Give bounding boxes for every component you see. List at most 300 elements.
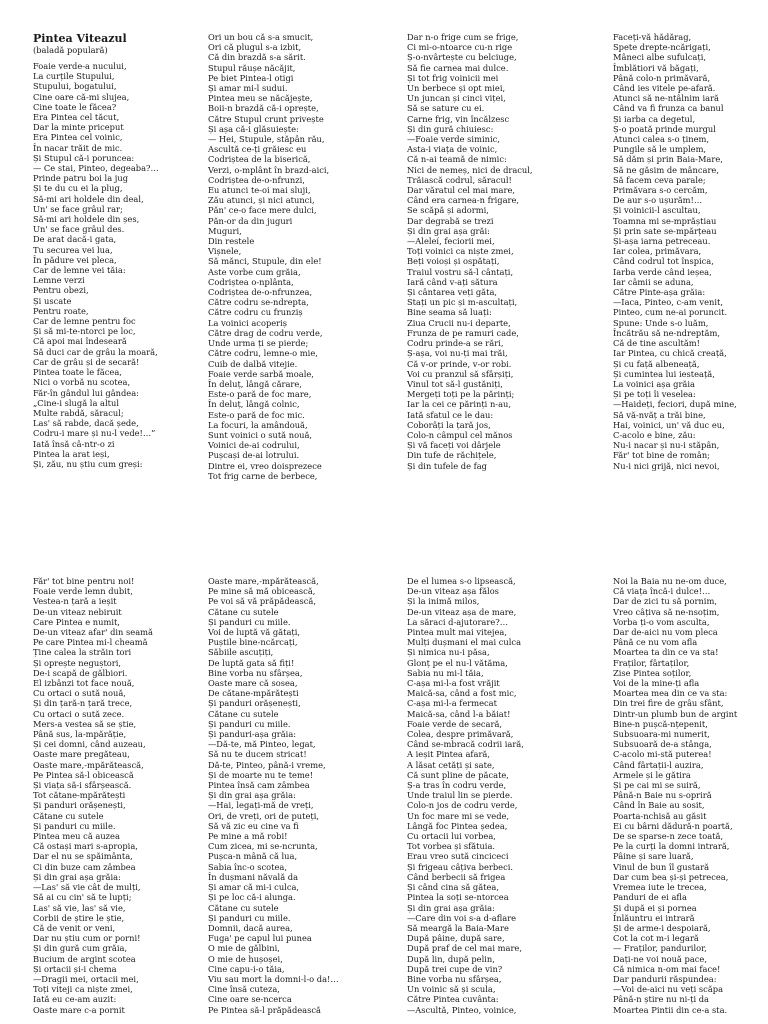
poem-line: Mulți dușmani el mai culca xyxy=(407,637,522,648)
poem-line: Iată sfatul ce le dau: xyxy=(407,409,494,420)
poem-line: —Foaie verde siminic, xyxy=(407,134,500,145)
poem-line: Că din brazdă s-a sărit. xyxy=(208,52,306,63)
poem-line: Vișnele, xyxy=(208,246,242,257)
poem-line: Frunza de pe ramuri cade, xyxy=(407,327,519,338)
poem-line: Voi de luptă vă gătați, xyxy=(208,627,301,638)
poem-line: Că de venit or veni, xyxy=(33,922,116,933)
poem-lines xyxy=(613,32,768,471)
poem-line: Pintea mult mai vitejea, xyxy=(407,627,508,638)
poem-line: Că apoi mai îndeseară xyxy=(33,336,127,347)
poem-line: Către codru cu frunziș xyxy=(208,307,303,318)
poem-line: Și să mi-te-ntorci pe loc, xyxy=(33,326,136,337)
poem-line: Voi cu pranzul să sfârșiți, xyxy=(407,368,514,379)
poem-line: Erau vreo sută cinciceci xyxy=(407,851,509,862)
poem-line: Este-o pară de foc mic. xyxy=(208,409,305,420)
poem-line: Și din gură chiuiesc: xyxy=(407,123,494,134)
poem-line: Atunci să ne-ntâlnim iară xyxy=(613,93,719,104)
poem-line: Multe rabdă, săracul; xyxy=(33,407,124,418)
poem-line: Ș-o poată prinde murgul xyxy=(613,123,716,134)
poem-line: Pe Pintea să-l prăpădească xyxy=(208,1004,321,1015)
poem-line: Muguri, xyxy=(208,225,242,236)
poem-line: Maică-sa, când a fost mic, xyxy=(407,688,517,699)
poem-line: Și uscate xyxy=(33,295,72,306)
poem-line: Până-n știre nu ni-ți da xyxy=(613,994,709,1005)
poem-line: Dar n-o frige cum se frige, xyxy=(407,32,519,42)
poem-line: O mie de gălbini, xyxy=(208,943,280,954)
poem-line: Pintea la soți se-ntorcea xyxy=(407,892,509,903)
poem-column-2 xyxy=(208,32,380,481)
poem-line: Subsuoara-mi numerit, xyxy=(613,729,710,740)
poem-line: Foaie verde de secară, xyxy=(407,718,503,729)
poem-lines xyxy=(407,32,579,471)
poem-line: Verzi, o-mplânt în brazd-aici, xyxy=(208,164,330,175)
poem-line: Iară când v-ați sătura xyxy=(407,276,498,287)
poem-line: Ș-așa, voi nu-ți mai trăi, xyxy=(407,348,508,359)
poem-line: Lângă foc Pintea ședea, xyxy=(407,820,508,831)
poem-line: Hai, voinici, un' vă duc eu, xyxy=(613,419,725,430)
poem-line: Vinul de bun îl gustară xyxy=(613,861,710,872)
poem-column-3 xyxy=(407,32,579,471)
poem-line: După praf de cel mai mare, xyxy=(407,943,522,954)
poem-line: Prinde patru boi la jug xyxy=(33,173,129,184)
poem-line: Colo-n jos de codru verde, xyxy=(407,800,518,811)
poem-line: Armele și le gătira xyxy=(613,769,691,780)
poem-line: După pâine, după sare, xyxy=(407,933,505,944)
poem-line: Din restele xyxy=(208,236,255,247)
poem-line: Pintea însă cam zâmbea xyxy=(208,780,310,791)
poem-title: Pintea Viteazul xyxy=(33,32,127,45)
poem-line: Când fârtații-l auzira, xyxy=(613,759,704,770)
poem-lines xyxy=(208,32,380,481)
poem-line: Vorba ți-o vom asculta, xyxy=(613,616,710,627)
poem-line: Cine însă cutеza, xyxy=(208,984,280,995)
poem-line: Să-mi ari holdele din șes, xyxy=(33,214,140,225)
poem-line: Iar Pintea, cu chică creață, xyxy=(613,348,727,359)
poem-line: Zise Pintea soților, xyxy=(613,667,692,678)
poem-line: Stați un pic și m-ascultați, xyxy=(407,297,518,308)
poem-line: De cătane-mpărătești xyxy=(208,688,299,699)
poem-line: —Dă-te, mă Pinteo, legat, xyxy=(208,739,316,750)
poem-line: De arat dacă-i gata, xyxy=(33,234,117,245)
poem-line: Să duci car de grâu la moară, xyxy=(33,346,158,357)
poem-line: Moartea mea din ce va sta: xyxy=(613,688,728,699)
poem-line: Pungile să le umplem, xyxy=(613,144,707,155)
poem-line: De-un viteaz așa fălos xyxy=(407,586,499,597)
poem-subtitle: (baladă populară) xyxy=(33,45,108,55)
poem-line: Cine oare se-ncerca xyxy=(208,994,292,1005)
poem-line: Și panduri orășenești, xyxy=(208,698,301,709)
poem-line: Pintea la arat ieși, xyxy=(33,448,110,459)
poem-line: Moartea ta din ce va sta! xyxy=(613,647,719,658)
poem-line: Car de grâu și de secară! xyxy=(33,356,140,367)
poem-line: Pe mine să mă obicească, xyxy=(208,586,316,597)
poem-line: Și de moarte nu te teme! xyxy=(208,769,314,780)
poem-line: Și pe cai mi se suiră, xyxy=(613,780,701,791)
poem-line: Nu-i nici grijă, nici nevoi, xyxy=(613,460,720,471)
poem-line: Încătrău să ne-ndreptăm, xyxy=(613,327,720,338)
poem-line: Se scăpă și adormi, xyxy=(407,205,489,216)
poem-line: Cine capu-i-o tăia, xyxy=(208,963,285,974)
poem-line: În pădure vei pleca, xyxy=(33,254,117,265)
poem-line: Și după ei și pornea xyxy=(613,902,697,913)
poem-line: În dușmani năvală da xyxy=(208,871,299,882)
poem-line: Cuib de dalbă vitejie. xyxy=(208,358,298,369)
poem-line: Codriștea de-o-nfrunzea, xyxy=(208,287,313,298)
poem-line: După lin, după pelin, xyxy=(407,953,495,964)
poem-line: Cine oare că-mi slujea, xyxy=(33,91,130,102)
poem-line: Colea, despre primăvară, xyxy=(407,729,514,740)
poem-line: Domnii, dacă aurea, xyxy=(208,922,293,933)
poem-line: Subsuoară de-a stânga, xyxy=(613,739,712,750)
poem-line: Moartea Pintii din ce-a sta. xyxy=(613,1004,728,1015)
poem-line: Ori, de vreți, ori de puteți, xyxy=(208,810,320,821)
poem-line: Pâine și sare luară, xyxy=(613,851,694,862)
poem-line: Atunci calea s-o ținem, xyxy=(613,134,709,145)
poem-line: Iar câmii se aduna, xyxy=(613,276,694,287)
poem-line: Păn-or da din juguri xyxy=(208,215,293,226)
poem-line: Către Pintea cuvânta: xyxy=(407,994,499,1005)
poem-line: Că sunt pline de păcate, xyxy=(407,769,509,780)
poem-line: Pentru obezi, xyxy=(33,285,89,296)
poem-line: Iarba verde când ieșea, xyxy=(613,266,712,277)
poem-line: —Hai, legați-mă de vreți, xyxy=(208,800,314,811)
poem-line: În nacar trăit de mic. xyxy=(33,142,123,153)
poem-line: Dar de-aici nu vom pleca xyxy=(613,627,718,638)
poem-line: —Las' să vie cât de mulți, xyxy=(33,882,141,893)
poem-line: —Dragii mei, ortacii mei, xyxy=(33,973,139,984)
poem-line: Pe biet Pintea-l otigi xyxy=(208,72,294,83)
poem-line: Și cei domni, când auzeau, xyxy=(33,739,146,750)
poem-line: Dar văratul cel mai mare, xyxy=(407,185,515,196)
poem-line: Că v-or prinde, v-or robi. xyxy=(407,358,512,369)
poem-line: Când ies vitele pe-afară. xyxy=(613,83,716,94)
poem-line: Carne frig, vin încălzesc xyxy=(407,113,510,124)
poem-line: Să nu te ducem stricat! xyxy=(208,749,307,760)
poem-line: Făr' tot bine pentru noi! xyxy=(33,576,135,586)
poem-lines xyxy=(33,576,205,1015)
poem-line: Și din țară-n țară trece, xyxy=(33,698,133,709)
poem-line: Mâneci albe sufulcați, xyxy=(613,52,706,63)
poem-line: Că nimica n-om mai face! xyxy=(613,963,721,974)
poem-line: Dintre ei, vreo doisprezece xyxy=(208,460,322,471)
poem-line: La voinici așa grăia xyxy=(613,378,695,389)
poem-line: —Voi de-aici nu veți scăpa xyxy=(613,984,724,995)
poem-line: De-un viteaz afar' din seamă xyxy=(33,627,153,638)
poem-line: Un' se face grâul des. xyxy=(33,224,125,235)
poem-line: De aur s-o ușurăm!… xyxy=(613,195,703,206)
poem-line: Și panduri cu miile. xyxy=(208,616,291,627)
poem-line: Când berbecii să frigea xyxy=(407,871,506,882)
poem-line: Din trei fire de grâu sfânt, xyxy=(613,698,724,709)
poem-line: Și ortacii și-i chema xyxy=(33,963,117,974)
poem-line: Vreo câțiva să ne-nsoțim, xyxy=(613,606,720,617)
poem-line: Coborâți la țară jos, xyxy=(407,419,491,430)
poem-line: — Ce stai, Pinteo, degeaba?… xyxy=(33,163,159,174)
poem-line: Pe Pintea să-l obicească xyxy=(33,769,134,780)
poem-line: Corbii de știre le știe, xyxy=(33,912,125,923)
poem-line: Asta-i viața de voinic, xyxy=(407,144,498,155)
poem-line: Să fie carnea mai dulce. xyxy=(407,62,509,73)
poem-line: Las' să rabde, dacă șede, xyxy=(33,418,139,429)
poem-line: Și din tufele de fag xyxy=(407,460,487,471)
poem-lines xyxy=(208,576,380,1015)
poem-line: Și tot frig voinicii mei xyxy=(407,72,499,83)
poem-line: Lemne verzi xyxy=(33,275,85,286)
poem-line: Dar degrabă se trezi xyxy=(407,215,494,226)
poem-line: Înlăuntru ei intrară xyxy=(613,912,695,923)
poem-line: El izbânzi tot face nouă, xyxy=(33,678,135,689)
poem-line: Îmblătiori vă băgați, xyxy=(613,62,699,73)
poem-line: Trăiască codrul, săracul! xyxy=(407,174,512,185)
poem-line: Tu securea vei lua, xyxy=(33,244,113,255)
poem-line: Și din grai așa grăia: xyxy=(33,871,121,882)
poem-line: Codru prinde-a se rări, xyxy=(407,338,504,349)
poem-line: Toți voinici ca niște zmei, xyxy=(407,246,514,257)
poem-line: Tot vorbea și sfătuia. xyxy=(407,841,496,852)
poem-line: Car de lemne vei tăia: xyxy=(33,265,126,276)
poem-column-7 xyxy=(407,576,579,1015)
poem-line: Vinul tot să-l gustăniți, xyxy=(407,378,503,389)
poem-line: Codru-i mare și nu-l vede!…” xyxy=(33,428,156,439)
poem-line: Era Pintea cel voinic, xyxy=(33,132,123,143)
poem-line: C-acolo e bine, zău: xyxy=(613,429,696,440)
poem-line: Ș-o-nvârtește cu belciuge, xyxy=(407,52,517,63)
poem-line: Și amar că mi-i culca, xyxy=(208,882,300,893)
poem-line: Unde traiul lin se pierde. xyxy=(407,790,513,801)
poem-line: De-un viteaz așa de mare, xyxy=(407,606,517,617)
poem-line: Și Stupul că-i poruncea: xyxy=(33,152,135,163)
poem-line: Cine toate le făcea? xyxy=(33,101,117,112)
poem-line: Spune: Unde s-o luăm, xyxy=(613,317,709,328)
poem-line: Cum zicea, mi se-ncrunta, xyxy=(208,841,318,852)
poem-line: Glonț pe el nu-l vătăma, xyxy=(407,657,508,668)
poem-line: Și din gură cum grăia, xyxy=(33,943,128,954)
poem-line: Voi de la mine-ți afla xyxy=(613,678,700,689)
poem-line: Sabia nu mi-l tăia, xyxy=(407,667,484,678)
poem-line: Și prin sate se-mpărțeau xyxy=(613,225,717,236)
poem-line: Cătane cu sutele xyxy=(208,902,279,913)
poem-line: Ascultă ce-ți grăiesc eu xyxy=(208,144,307,155)
poem-line: —Iaca, Pinteo, c-am venit, xyxy=(613,297,723,308)
poem-line: Ori că plugul s-a izbit, xyxy=(208,42,302,53)
poem-line: Să facem ceva parale; xyxy=(613,174,706,185)
poem-line: Ori un bou că s-a smucit, xyxy=(208,32,314,42)
poem-line: Vremea iute le trecea, xyxy=(613,882,707,893)
poem-line: Dar pandurii răspundea: xyxy=(613,973,717,984)
poem-line: Către Pinte-așa grăia: xyxy=(613,287,706,298)
poem-line: Tot frig carne de berbece, xyxy=(208,470,318,481)
poem-lines xyxy=(407,576,579,1015)
poem-line: Până-n Baie nu s-opriră xyxy=(613,790,712,801)
poem-line: Când va fi frunza ca banul xyxy=(613,103,724,114)
poem-line: Era Pintea cel tăcut, xyxy=(33,112,120,123)
poem-line: Că n-ai teamă de nimic: xyxy=(407,154,507,165)
poem-line: Mers-a vestea să se știe, xyxy=(33,718,137,729)
poem-line: Și la inimă milos, xyxy=(407,596,480,607)
poem-line: Pe voi să vă prăpădească, xyxy=(208,596,316,607)
poem-line: În deluț, lângă colnic, xyxy=(208,399,300,410)
poem-line: Dar el nu se spăimânta, xyxy=(33,851,133,862)
poem-line: Fuga' pe capul lui punea xyxy=(208,933,312,944)
poem-line: Fraților, fârtaților, xyxy=(613,657,690,668)
poem-line: Nici de nemeș, nici de dracul, xyxy=(407,164,533,175)
poem-line: La săraci d-ajutorare?… xyxy=(407,616,508,627)
poem-line: Către drag de codru verde, xyxy=(208,327,323,338)
poem-lines xyxy=(33,61,205,469)
poem-line: Codriștea de-o-nfrunzi, xyxy=(208,174,305,185)
poem-lines xyxy=(613,576,768,1015)
poem-line: Ziua Crucii nu-i departe, xyxy=(407,317,511,328)
poem-line: Oaste mare c-a pornit xyxy=(33,1004,125,1015)
poem-line: Ci din buze cam zâmbea xyxy=(33,861,136,872)
poem-line: Și din grai așa grăia: xyxy=(407,902,495,913)
poem-line: Ei cu bârni dădură-n poartă, xyxy=(613,820,733,831)
poem-line: Pe care Pintea mi-l cheamă xyxy=(33,637,148,648)
poem-line: Voinici de-ai codrului, xyxy=(208,440,300,451)
poem-line: Toamna mi se-mprăștiau xyxy=(613,215,717,226)
poem-line: Codrișteа de la biserică, xyxy=(208,154,311,165)
poem-line: —Care din voi s-a d-aflare xyxy=(407,912,517,923)
poem-line: Toți viteji ca niște zmei, xyxy=(33,984,133,995)
poem-line: Oaste mare,-mpărătească, xyxy=(33,759,144,770)
poem-line: — Fraților, pandurilor, xyxy=(613,943,707,954)
poem-line: Ș-a tras în codru verde, xyxy=(407,780,507,791)
poem-line: —Ascultă, Pinteo, voinice, xyxy=(407,1004,517,1015)
poem-line: Și vă faceți voi dârjele xyxy=(407,440,501,451)
poem-line: A ieșit Pintea afară, xyxy=(407,749,490,760)
poem-line: Făr' tot bine de român; xyxy=(613,450,710,461)
poem-line: Să se sature cu ei. xyxy=(407,103,485,114)
poem-column-1 xyxy=(33,32,205,469)
poem-line: Și panduri cu miile. xyxy=(33,820,116,831)
poem-line: De se sparse-n zece toată, xyxy=(613,831,724,842)
poem-line: Și voinicii-l ascultau, xyxy=(613,205,701,216)
poem-line: De luptă gata să fiți! xyxy=(208,657,295,668)
poem-line: Dați-ne voi nouă pace, xyxy=(613,953,707,964)
poem-line: Către codru se-ndrepta, xyxy=(208,297,309,308)
poem-line: Către Stupul crunt privește xyxy=(208,113,324,124)
poem-line: Dar la minte priceput xyxy=(33,122,124,133)
poem-line: Bine-n pușcă-nțepenit, xyxy=(613,718,708,729)
poem-line: O mie de hușoșei, xyxy=(208,953,283,964)
poem-line: După trei cupe de vin? xyxy=(407,963,503,974)
poem-line: Unde urma ți se pierde; xyxy=(208,338,309,349)
poem-line: Iar la cei ce părinți n-au, xyxy=(407,399,512,410)
poem-line: Maică-sa, când l-a băiat! xyxy=(407,708,511,719)
poem-line: Cătane cu sutele xyxy=(208,708,279,719)
poem-line: Bucium de argint scotea xyxy=(33,953,136,964)
poem-column-6 xyxy=(208,576,380,1015)
poem-line: Cu ortaci o sută nouă, xyxy=(33,688,126,699)
poem-line: Și panduri cu miile. xyxy=(208,718,291,729)
poem-line: Pintea toate le făcea, xyxy=(33,367,122,378)
poem-line: Sabia înc-o scotea, xyxy=(208,861,287,872)
poem-line: Dar nu știu cum or porni! xyxy=(33,933,141,944)
poem-line: Viu sau mort la domni-l-o da!… xyxy=(208,973,339,984)
poem-line: Pușcași de-ai lotrului. xyxy=(208,450,300,461)
poem-line: De el lumea s-o lipsească, xyxy=(407,576,516,586)
poem-line: Păn' ce-o face mere dulci, xyxy=(208,205,317,216)
poem-line: Cu ortacii lui vorbea, xyxy=(407,831,496,842)
poem-line: Iată eu ce-am auzit: xyxy=(33,994,117,1005)
poem-line: Și, zău, nu știu cum greși: xyxy=(33,458,143,469)
poem-line: Pinteo, cum ne-ai poruncit. xyxy=(613,307,728,318)
poem-line: Săbiile ascuțiți, xyxy=(208,647,274,658)
poem-line: Că viața încă-i dulce!… xyxy=(613,586,711,597)
poem-line: Și panduri cu miile. xyxy=(208,912,291,923)
poem-line: Primăvara s-o cercăm, xyxy=(613,185,708,196)
poem-line: Și cu față albeneață, xyxy=(613,358,700,369)
poem-line: Cătane cu sutele xyxy=(208,606,279,617)
poem-line: Un voinic să și scula, xyxy=(407,984,496,995)
poem-line: Boii-n brazdă că-i oprește, xyxy=(208,103,319,114)
poem-line: Spete dreptе-ncărigați, xyxy=(613,42,711,53)
poem-line: — Hei, Stupule, stăpân rău, xyxy=(208,134,325,145)
poem-line: Beți voioși și ospătați, xyxy=(407,256,500,267)
poem-line: Și cuminteа lui iesteață, xyxy=(613,368,715,379)
poem-line: Să meargă la Baia-Mare xyxy=(407,922,509,933)
poem-column-5 xyxy=(33,576,205,1015)
poem-line: Car de lemne pentru foc xyxy=(33,316,136,327)
poem-line: Cu ortaci o sută zece. xyxy=(33,708,125,719)
poem-column-8 xyxy=(613,576,768,1015)
poem-line: Și cântarea veți găta, xyxy=(407,287,498,298)
poem-line: Și panduri orășenești, xyxy=(33,800,126,811)
poem-line: Pintea meu se năcăjește, xyxy=(208,93,313,104)
poem-line: Și frigeau câțiva berbeci. xyxy=(407,861,514,872)
poem-line: Și panduri-așa grăia: xyxy=(208,729,297,740)
poem-line: Și așa că-i glăsuiește: xyxy=(208,123,299,134)
poem-line: Un foc mare mi se vede, xyxy=(407,810,510,821)
poem-line: La curțile Stupului, xyxy=(33,71,115,82)
poem-line: Foaie verde sarbă moale, xyxy=(208,368,314,379)
poem-line: Și pe toți îi veselea: xyxy=(613,389,696,400)
poem-line: C-așa mi-l-a fermecat xyxy=(407,698,497,709)
poem-line: În deluț, lângă cărare, xyxy=(208,378,302,389)
poem-line: Dintr-un plumb bun de argint xyxy=(613,708,738,719)
poem-line: —Haideți, feciori, după mine, xyxy=(613,399,737,410)
poem-line: Și din grai așa grăi: xyxy=(407,225,490,236)
poem-line: Să vă-nvăț a trăi bine, xyxy=(613,409,706,420)
poem-line: Pe la curți la domni intrară, xyxy=(613,841,730,852)
poem-line: Aste vorbe cum grăia, xyxy=(208,266,301,277)
poem-line: Până colo-n primăvară, xyxy=(613,72,711,83)
poem-line: Când se-mbracă codrii iară, xyxy=(407,739,524,750)
poem-line: Și iarba ca degetul, xyxy=(613,113,696,124)
poem-line: Pușca-n mână că lua, xyxy=(208,851,298,862)
poem-line: A lăsat cetăți și sate, xyxy=(407,759,495,770)
poem-line: La focuri, la amândouă, xyxy=(208,419,308,430)
poem-line: Faceți-vă hădărag, xyxy=(613,32,692,42)
poem-line: Și din grai așa grăia: xyxy=(208,790,296,801)
poem-line: Un berbece și opt miei, xyxy=(407,83,506,94)
poem-line: Dar de zici tu să pornim, xyxy=(613,596,717,607)
poem-line: Tot cătane-mpărătești xyxy=(33,790,126,801)
poem-line: Bine vorba nu sfârșea, xyxy=(208,667,303,678)
poem-line: Dar cum bea și-și petrecea, xyxy=(613,871,729,882)
poem-line: Stupul răușe năcăjit, xyxy=(208,62,296,73)
poem-line: Să ai cu cin' să te lupți; xyxy=(33,892,132,903)
poem-line: Foaie verde-a nucului, xyxy=(33,61,127,71)
poem-line: „Cine-i slugă la altul xyxy=(33,397,119,408)
poem-line: Iar colea, primăvara, xyxy=(613,246,702,257)
poem-line: La voinici acoperiș xyxy=(208,317,288,328)
poem-line: Până sus, la-mpărăție, xyxy=(33,729,127,740)
poem-line: Mergeți toți pe la părinți; xyxy=(407,389,515,400)
poem-line: Oaste mare pregăteau, xyxy=(33,749,130,760)
poem-line: Iată însă câ-ntr-o zi xyxy=(33,438,115,449)
bottom-page xyxy=(0,576,768,1024)
